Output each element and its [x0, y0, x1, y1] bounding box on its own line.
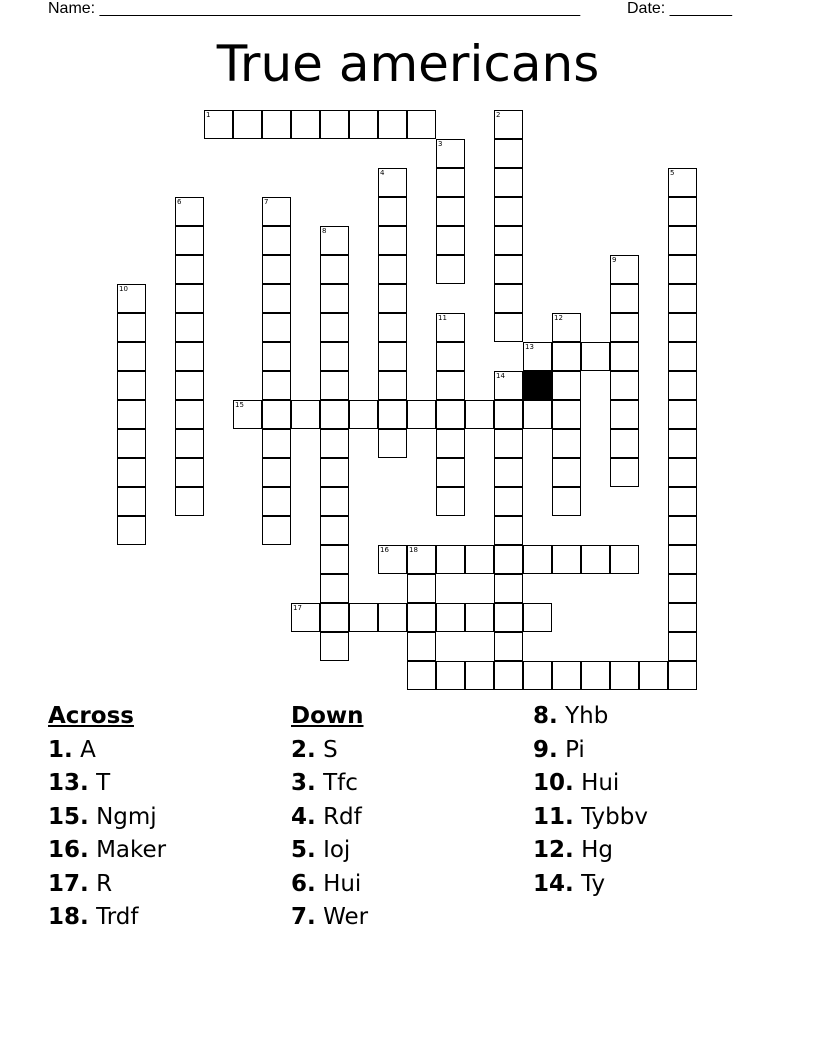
crossword-cell[interactable]: [610, 545, 639, 574]
crossword-cell[interactable]: [378, 255, 407, 284]
page-title: True americans: [216, 35, 600, 93]
crossword-cell[interactable]: [668, 313, 697, 342]
crossword-cell[interactable]: [378, 371, 407, 400]
crossword-cell[interactable]: [668, 168, 697, 197]
crossword-cell[interactable]: [117, 313, 146, 342]
down-clues-continued: [533, 700, 648, 901]
crossword-cell[interactable]: [494, 603, 523, 632]
crossword-cell[interactable]: [291, 603, 320, 632]
clue-number: 17: [293, 604, 302, 612]
crossword-cell[interactable]: [117, 458, 146, 487]
across-clue: 16. Maker: [48, 837, 167, 863]
crossword-cell[interactable]: [349, 603, 378, 632]
down-clue: 4. Rdf: [291, 803, 362, 830]
clue-number: 3: [438, 140, 443, 148]
crossword-cell[interactable]: [407, 400, 436, 429]
crossword-cell[interactable]: [494, 168, 523, 197]
down-clue: 6. Hui: [291, 870, 362, 897]
across-clue: 13. T: [48, 770, 111, 796]
crossword-cell[interactable]: [668, 342, 697, 371]
crossword-cell[interactable]: [117, 516, 146, 545]
crossword-cell[interactable]: [610, 400, 639, 429]
crossword-cell[interactable]: [436, 545, 465, 574]
crossword-cell[interactable]: [291, 400, 320, 429]
crossword-cell[interactable]: [610, 284, 639, 313]
down-clue: 5. Ioj: [291, 837, 351, 863]
across-clues: [48, 700, 166, 935]
date-line: Date: _______: [627, 0, 732, 17]
crossword-cell[interactable]: [117, 284, 146, 313]
crossword-cell[interactable]: [407, 632, 436, 661]
crossword-cell[interactable]: [175, 429, 204, 458]
crossword-cell[interactable]: [552, 371, 581, 400]
crossword-cell[interactable]: [320, 603, 349, 632]
crossword-cell[interactable]: [320, 516, 349, 545]
crossword-cell[interactable]: [668, 545, 697, 574]
crossword-cell[interactable]: [668, 197, 697, 226]
clue-number: 5: [670, 169, 675, 177]
crossword-cell[interactable]: [668, 516, 697, 545]
crossword-cell[interactable]: [494, 632, 523, 661]
crossword-cell[interactable]: [494, 110, 523, 139]
crossword-cell[interactable]: [436, 197, 465, 226]
crossword-cell[interactable]: [494, 516, 523, 545]
crossword-cell[interactable]: [320, 574, 349, 603]
crossword-cell[interactable]: [320, 400, 349, 429]
crossword-cell[interactable]: [436, 661, 465, 690]
crossword-cell[interactable]: [610, 313, 639, 342]
crossword-cell[interactable]: [610, 429, 639, 458]
crossword-cell[interactable]: [552, 429, 581, 458]
crossword-cell[interactable]: [668, 487, 697, 516]
crossword-cell[interactable]: [175, 255, 204, 284]
crossword-cell[interactable]: [668, 661, 697, 690]
crossword-cell[interactable]: [262, 226, 291, 255]
crossword-cell[interactable]: [233, 400, 262, 429]
crossword-cell[interactable]: [494, 400, 523, 429]
crossword-cell[interactable]: [436, 487, 465, 516]
crossword-cell[interactable]: [523, 545, 552, 574]
crossword-cell[interactable]: [552, 661, 581, 690]
crossword-cell[interactable]: [436, 255, 465, 284]
crossword-cell[interactable]: [494, 371, 523, 400]
crossword-cell[interactable]: [436, 168, 465, 197]
crossword-cell[interactable]: [407, 661, 436, 690]
crossword-cell[interactable]: [378, 226, 407, 255]
crossword-cell[interactable]: [610, 661, 639, 690]
crossword-cell[interactable]: [465, 603, 494, 632]
crossword-cell[interactable]: [581, 661, 610, 690]
crossword-cell[interactable]: [610, 371, 639, 400]
crossword-cell[interactable]: [523, 400, 552, 429]
crossword-cell[interactable]: [668, 429, 697, 458]
crossword-cell[interactable]: [320, 371, 349, 400]
crossword-cell[interactable]: [494, 661, 523, 690]
crossword-cell[interactable]: [175, 226, 204, 255]
crossword-cell[interactable]: [117, 487, 146, 516]
down-clue: 10. Hui: [533, 770, 620, 796]
crossword-cell[interactable]: [523, 603, 552, 632]
crossword-cell[interactable]: [407, 603, 436, 632]
across-clue: 17. R: [48, 870, 113, 897]
crossword-cell[interactable]: [320, 255, 349, 284]
crossword-cell[interactable]: [668, 284, 697, 313]
crossword-cell[interactable]: [262, 429, 291, 458]
crossword-cell[interactable]: [639, 661, 668, 690]
down-clue: 9. Pi: [533, 736, 585, 763]
down-clue: 3. Tfc: [291, 770, 358, 796]
clue-number: 6: [177, 198, 182, 206]
crossword-cell[interactable]: [552, 458, 581, 487]
crossword-cell[interactable]: [262, 284, 291, 313]
crossword-cell[interactable]: [436, 371, 465, 400]
crossword-cell[interactable]: [117, 342, 146, 371]
crossword-cell[interactable]: [320, 545, 349, 574]
crossword-cell[interactable]: [494, 284, 523, 313]
crossword-cell[interactable]: [117, 400, 146, 429]
crossword-cell[interactable]: [291, 110, 320, 139]
crossword-cell[interactable]: [320, 342, 349, 371]
crossword-cell[interactable]: [494, 574, 523, 603]
clue-number: 16: [380, 546, 389, 554]
crossword-cell[interactable]: [233, 110, 262, 139]
down-clue: 2. S: [291, 736, 338, 763]
crossword-cell[interactable]: [523, 342, 552, 371]
clue-number: 8: [322, 227, 327, 235]
crossword-cell[interactable]: [552, 313, 581, 342]
crossword-cell[interactable]: [436, 429, 465, 458]
down-clue: 14. Ty: [533, 870, 606, 897]
crossword-cell[interactable]: [668, 603, 697, 632]
crossword-cell[interactable]: [262, 371, 291, 400]
crossword-cell[interactable]: [610, 255, 639, 284]
crossword-cell[interactable]: [320, 429, 349, 458]
crossword-cell[interactable]: [668, 400, 697, 429]
crossword-cell[interactable]: [552, 487, 581, 516]
crossword-cell[interactable]: [494, 139, 523, 168]
crossword-cell[interactable]: [349, 110, 378, 139]
crossword-cell[interactable]: [465, 545, 494, 574]
crossword-cell[interactable]: [494, 487, 523, 516]
crossword-cell[interactable]: [262, 255, 291, 284]
crossword-cell[interactable]: [436, 400, 465, 429]
clue-number: 4: [380, 169, 385, 177]
crossword-cell[interactable]: [581, 342, 610, 371]
crossword-cell[interactable]: [320, 226, 349, 255]
down-clue: 11. Tybbv: [533, 803, 648, 830]
clue-number: 9: [612, 256, 617, 264]
crossword-cell[interactable]: [320, 284, 349, 313]
crossword-cell[interactable]: [378, 603, 407, 632]
crossword-cell[interactable]: [668, 226, 697, 255]
crossword-cell[interactable]: [436, 226, 465, 255]
crossword-cell[interactable]: [668, 574, 697, 603]
crossword-cell[interactable]: [610, 458, 639, 487]
crossword-cell[interactable]: [175, 197, 204, 226]
across-clue: 18. Trdf: [48, 904, 139, 930]
crossword-cell[interactable]: [436, 342, 465, 371]
crossword-cell[interactable]: [378, 197, 407, 226]
crossword-cell[interactable]: [552, 342, 581, 371]
down-clues: [291, 700, 368, 935]
crossword-cell[interactable]: [668, 458, 697, 487]
crossword-cell[interactable]: [117, 371, 146, 400]
crossword-cell[interactable]: [436, 603, 465, 632]
crossword-cell[interactable]: [436, 139, 465, 168]
crossword-cell[interactable]: [436, 458, 465, 487]
crossword-cell[interactable]: [668, 371, 697, 400]
crossword-cell[interactable]: [175, 458, 204, 487]
crossword-cell[interactable]: [175, 313, 204, 342]
clue-number: 12: [554, 314, 563, 322]
crossword-cell[interactable]: [668, 632, 697, 661]
crossword-cell[interactable]: [262, 458, 291, 487]
crossword-cell[interactable]: [262, 313, 291, 342]
crossword-cell[interactable]: [610, 342, 639, 371]
crossword-cell[interactable]: [320, 632, 349, 661]
across-clue: 15. Ngmj: [48, 803, 157, 830]
crossword-cell[interactable]: [262, 197, 291, 226]
crossword-cell[interactable]: [407, 110, 436, 139]
clue-number: 10: [119, 285, 128, 293]
clue-number: 15: [235, 401, 244, 409]
crossword-cell[interactable]: [378, 342, 407, 371]
crossword-cell[interactable]: [175, 371, 204, 400]
crossword-cell[interactable]: [378, 168, 407, 197]
crossword-cell[interactable]: [320, 313, 349, 342]
across-clue: 1. A: [48, 736, 96, 763]
crossword-cell[interactable]: [494, 313, 523, 342]
down-heading: Down: [291, 703, 364, 729]
clue-number: 13: [525, 343, 534, 351]
crossword-cell[interactable]: [494, 458, 523, 487]
crossword-cell[interactable]: [320, 110, 349, 139]
crossword-cell[interactable]: [581, 545, 610, 574]
clue-number: 1: [206, 111, 211, 119]
clue-number: 18: [409, 546, 418, 554]
crossword-cell[interactable]: [349, 400, 378, 429]
crossword-cell[interactable]: [436, 313, 465, 342]
crossword-cell[interactable]: [378, 400, 407, 429]
crossword-cell[interactable]: [378, 545, 407, 574]
across-heading: Across: [48, 703, 134, 729]
crossword-cell[interactable]: [262, 342, 291, 371]
crossword-cell[interactable]: [465, 400, 494, 429]
crossword-cell[interactable]: [204, 110, 233, 139]
crossword-cell[interactable]: [175, 487, 204, 516]
down-clue: 12. Hg: [533, 837, 613, 863]
crossword-block: [523, 371, 552, 400]
crossword-cell[interactable]: [175, 342, 204, 371]
name-line: Name: ______________________________________________________: [48, 0, 581, 17]
down-clue: 7. Wer: [291, 904, 369, 930]
crossword-cell[interactable]: [378, 313, 407, 342]
crossword-cell[interactable]: [175, 400, 204, 429]
crossword-cell[interactable]: [407, 545, 436, 574]
clue-number: 2: [496, 111, 501, 119]
crossword-cell[interactable]: [378, 110, 407, 139]
crossword-cell[interactable]: [320, 487, 349, 516]
clue-number: 7: [264, 198, 269, 206]
crossword-cell[interactable]: [552, 400, 581, 429]
clue-number: 14: [496, 372, 505, 380]
crossword-cell[interactable]: [494, 545, 523, 574]
crossword-cell[interactable]: [262, 487, 291, 516]
crossword-cell[interactable]: [378, 284, 407, 313]
crossword-cell[interactable]: [494, 429, 523, 458]
crossword-cell[interactable]: [320, 458, 349, 487]
down-clue: 8. Yhb: [533, 703, 609, 729]
crossword-cell[interactable]: [494, 197, 523, 226]
crossword-cell[interactable]: [175, 284, 204, 313]
crossword-cell[interactable]: [407, 574, 436, 603]
crossword-cell[interactable]: [117, 429, 146, 458]
crossword-cell[interactable]: [262, 400, 291, 429]
crossword-cell[interactable]: [523, 661, 552, 690]
crossword-cell[interactable]: [552, 545, 581, 574]
crossword-cell[interactable]: [262, 110, 291, 139]
clue-number: 11: [438, 314, 447, 322]
crossword-cell[interactable]: [465, 661, 494, 690]
crossword-cell[interactable]: [668, 255, 697, 284]
crossword-cell[interactable]: [262, 516, 291, 545]
crossword-cell[interactable]: [494, 226, 523, 255]
crossword-cell[interactable]: [378, 429, 407, 458]
crossword-cell[interactable]: [494, 255, 523, 284]
